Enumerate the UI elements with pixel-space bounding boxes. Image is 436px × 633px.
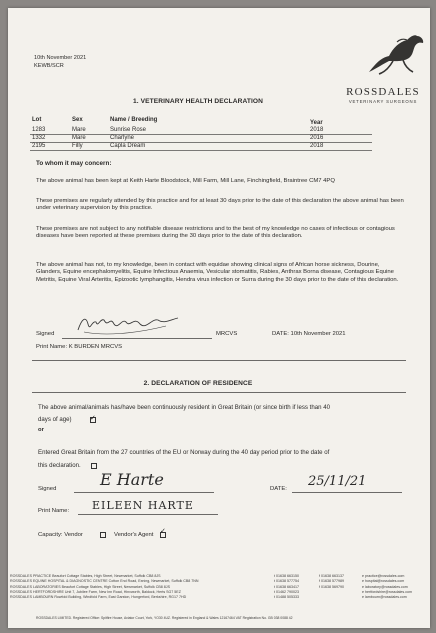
section2-title: 2. DECLARATION OF RESIDENCE [143, 380, 253, 387]
letter-reference: KEWB/SCR [34, 63, 64, 69]
vendor-checkbox[interactable] [100, 532, 106, 538]
name-cell: Sunrise Rose [108, 127, 308, 135]
footer-email: e hospital@rossdales.com [362, 579, 405, 584]
owner-print-name-value: EILEEN HARTE [92, 499, 194, 512]
name-header: Name / Breeding [110, 117, 158, 123]
lot-cell: 1283 [30, 127, 70, 135]
vet-signed-label: Signed [36, 331, 55, 337]
lot-header: Lot [32, 117, 42, 123]
brand-tagline: VETERINARY SURGEONS [348, 99, 418, 104]
footer-email: e lambourn@rossdales.com [362, 595, 407, 600]
resident-paragraph: The above animal/animals has/have been continuously resident in Great Britain (or since birth if less than 40 [38, 404, 330, 411]
section1-title: 1. VETERINARY HEALTH DECLARATION [132, 98, 264, 105]
footer-phone: t 01462 790023 [274, 589, 299, 594]
footer-email: e practice@rossdales.com [362, 574, 405, 578]
footer-registration: ROSSDALES LIMITED. Registered Office: Spitfire House, Aviator Court, York, YO30 4UZ. Registered in England & Wales 12167464 VAT Registration No. GB 038 0088 42 [36, 616, 293, 620]
sex-cell: Filly [70, 143, 108, 151]
footer-email: e laboratory@rossdales.com [362, 584, 408, 589]
supervision-paragraph: These premises are regularly attended by this practice and for at least 30 days prior to the date of this declaration the above animal has been under veterinary supervision by this practice. [36, 198, 404, 212]
entered-paragraph-end: this declaration. [38, 462, 81, 469]
table-row [30, 143, 372, 151]
year-cell: 2016 [308, 135, 372, 143]
footer-address: ROSSDALES HERTFORDSHIRE Unit 7, Jubilee Farm, New Inn Road, Hinxworth, Baldock, Herts SG7 5EZ [10, 589, 181, 594]
owner-signature: E Harte [100, 470, 164, 489]
sex-cell: Mare [70, 135, 108, 143]
animals-table [30, 114, 380, 151]
owner-signature-line [74, 492, 214, 493]
vet-signature-line [62, 338, 212, 339]
footer-emails [362, 574, 428, 600]
sex-cell: Mare [70, 127, 108, 135]
footer-phone: t 01638 663417 [274, 584, 299, 589]
table-row [30, 135, 372, 143]
declaration-document [8, 8, 430, 628]
premises-paragraph: The above animal has been kept at Keith Harte Bloodstock, Mill Farm, Mill Lane, Finchingfield, Braintree CM7 4PQ [36, 178, 335, 184]
letter-date: 10th November 2021 [34, 55, 87, 61]
footer-fax: f 01638 577989 [319, 579, 344, 584]
owner-date-label: DATE: [270, 486, 287, 492]
footer-fax: f 01638 663137 [319, 574, 344, 578]
capacity-label: Capacity: Vendor [38, 532, 83, 538]
owner-print-name-label: Print Name: [38, 508, 70, 514]
resident-paragraph-end: days of age) [38, 416, 72, 423]
lot-cell: 2195 [30, 143, 70, 151]
year-cell: 2018 [308, 143, 372, 151]
footer-phones [274, 574, 316, 600]
brand-name: ROSSDALES [346, 86, 420, 98]
restrictions-paragraph: These premises are not subject to any notifiable disease restrictions and to the best of my knowledge no cases of infectious or contagious diseases have been reported at these premises during the 30 days prior to the date of this declaration. [36, 226, 395, 240]
vet-print-name: Print Name: K BURDEN MRCVS [36, 344, 123, 350]
year-cell: 2018 [308, 127, 372, 135]
footer-phone: t 01638 577754 [274, 579, 299, 584]
name-cell: Capla Dream [108, 143, 308, 151]
vet-signature-image [74, 310, 194, 338]
horse-silhouette-logo-icon [363, 28, 429, 84]
footer-phone: t 01638 663150 [274, 574, 299, 578]
vet-date: DATE: 10th November 2021 [272, 331, 346, 337]
year-header: Year [310, 120, 323, 126]
section-divider [32, 360, 406, 361]
footer-faxes [319, 574, 359, 590]
footer-address: ROSSDALES PRACTICE Beaufort Cottage Stables, High Street, Newmarket, Suffolk CB8 8JS [10, 574, 161, 578]
resident-tick-mark: ✓ [90, 415, 96, 422]
entered-checkbox[interactable] [91, 463, 97, 469]
footer-address: ROSSDALES LAMBOURN Rowfold Building, Windfold Farm, East Garston, Hungerford, Berkshire, RG17 7HD [10, 595, 187, 600]
owner-signed-label: Signed [38, 486, 57, 492]
mrcvs-label: MRCVS [216, 331, 238, 337]
salutation: To whom it may concern: [36, 160, 112, 167]
footer-phone: t 01488 505333 [274, 595, 299, 600]
entered-paragraph: Entered Great Britain from the 27 countries of the EU or Norway during the 40 day period prior to the date of [38, 449, 330, 456]
table-row [30, 127, 372, 135]
contact-paragraph: The above animal has not, to my knowledge, been in contact with equidae showing clinical signs of African horse sickness, Dourine, Glanders, Equine encephalomyelitis, Equine Infectious Anaemia, Vesicular stomatitis, Rabies, Anthrax Borna disease, Contagious Equine Metritis, Equine Viral Arteritis, Epizootic lymphangitis, Hendra virus infection or Surra during the 30 days prior to the date of this declaration. [36, 262, 399, 283]
owner-print-name-line [78, 514, 218, 515]
footer-address: ROSSDALES LABORATORIES Beaufort Cottage Stables, High Street, Newmarket, Suffolk CB8 8JS [10, 584, 170, 589]
section-divider [32, 392, 406, 393]
footer-addresses [10, 574, 235, 600]
owner-date-line [292, 492, 402, 493]
name-cell: Charlyne [108, 135, 308, 143]
footer-fax: f 01638 569790 [319, 584, 344, 589]
or-label: or [38, 427, 44, 433]
footer-address: ROSSDALES EQUINE HOSPITAL & DIAGNOSTIC CENTRE Cotton End Road, Exning, Newmarket, Suffolk CB8 7NN [10, 579, 199, 584]
owner-date-value: 25/11/21 [308, 474, 367, 489]
agent-label: Vendor's Agent [114, 532, 154, 538]
agent-tick-mark: ✓ [160, 528, 166, 535]
footer-email: e hertfordshire@rossdales.com [362, 589, 412, 594]
lot-cell: 1332 [30, 135, 70, 143]
sex-header: Sex [72, 117, 83, 123]
